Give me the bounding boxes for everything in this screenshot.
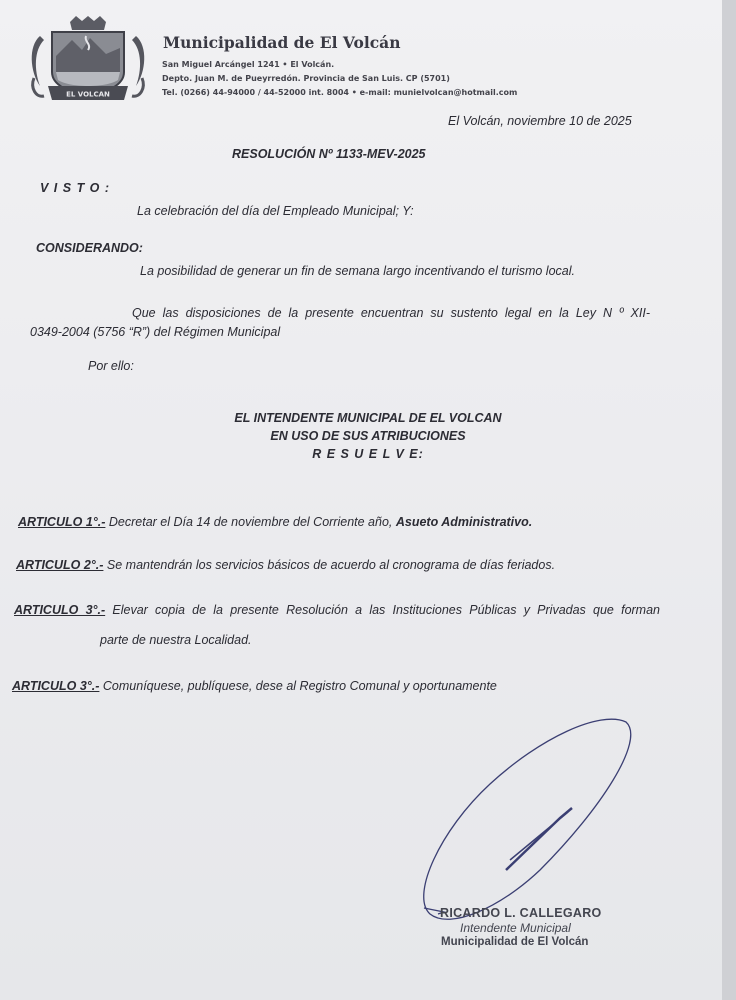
signatory-name: RICARDO L. CALLEGARO [440, 906, 602, 920]
article-bold-text: Asueto Administrativo. [395, 515, 533, 529]
resuelve: R E S U E L V E: [312, 447, 424, 461]
considerando-paragraph-2-line-2: 0349-2004 (5756 “R”) del Régimen Municipal [30, 325, 281, 339]
article-label: ARTICULO 2°.- [16, 558, 104, 572]
intendente-line-2: EN USO DE SUS ATRIBUCIONES [270, 429, 466, 443]
municipality-title: Municipalidad de El Volcán [163, 33, 401, 52]
article-text: Comuníquese, publíquese, dese al Registro Comunal y oportunamente [99, 679, 497, 693]
article-2 [16, 558, 555, 572]
logo-ribbon-text: EL VOLCAN [66, 90, 110, 99]
article-label: ARTICULO 3°.- [14, 603, 106, 617]
considerando-paragraph-1: La posibilidad de generar un fin de semana largo incentivando el turismo local. [140, 264, 575, 278]
article-text: Se mantendrán los servicios básicos de acuerdo al cronograma de días feriados. [103, 558, 556, 572]
article-label: ARTICULO 3°.- [12, 679, 100, 693]
resolution-title: RESOLUCIÓN Nº 1133-MEV-2025 [232, 147, 426, 161]
page-edge [722, 0, 736, 1000]
department-line: Depto. Juan M. de Pueyrredón. Provincia de San Luis. CP (5701) [162, 74, 450, 83]
article-4 [12, 679, 497, 693]
considerando-heading: CONSIDERANDO: [36, 241, 143, 255]
article-1 [18, 515, 532, 529]
visto-heading: V I S T O : [40, 181, 111, 195]
signatory-organization: Municipalidad de El Volcán [441, 936, 589, 948]
document-date: El Volcán, noviembre 10 de 2025 [448, 114, 632, 128]
address-line: San Miguel Arcángel 1241 • El Volcán. [162, 60, 335, 69]
article-3 [14, 603, 660, 617]
visto-text: La celebración del día del Empleado Municipal; Y: [137, 204, 414, 218]
article-text: Elevar copia de la presente Resolución a las Instituciones Públicas y Privadas que forman [105, 603, 660, 617]
article-text: Decretar el Día 14 de noviembre del Corriente año, [105, 515, 396, 529]
por-ello: Por ello: [88, 359, 134, 373]
contact-line: Tel. (0266) 44-94000 / 44-52000 int. 8004 • e-mail: munielvolcan@hotmail.com [162, 88, 518, 97]
article-label: ARTICULO 1°.- [18, 515, 106, 529]
intendente-line-1: EL INTENDENTE MUNICIPAL DE EL VOLCAN [234, 411, 502, 425]
municipal-coat-of-arms [26, 16, 150, 106]
article-3-continuation: parte de nuestra Localidad. [100, 633, 252, 647]
signatory-role: Intendente Municipal [460, 921, 571, 935]
handwritten-signature [400, 700, 660, 930]
considerando-paragraph-2-line-1: Que las disposiciones de la presente encuentran su sustento legal en la Ley N º XII- [132, 306, 650, 320]
